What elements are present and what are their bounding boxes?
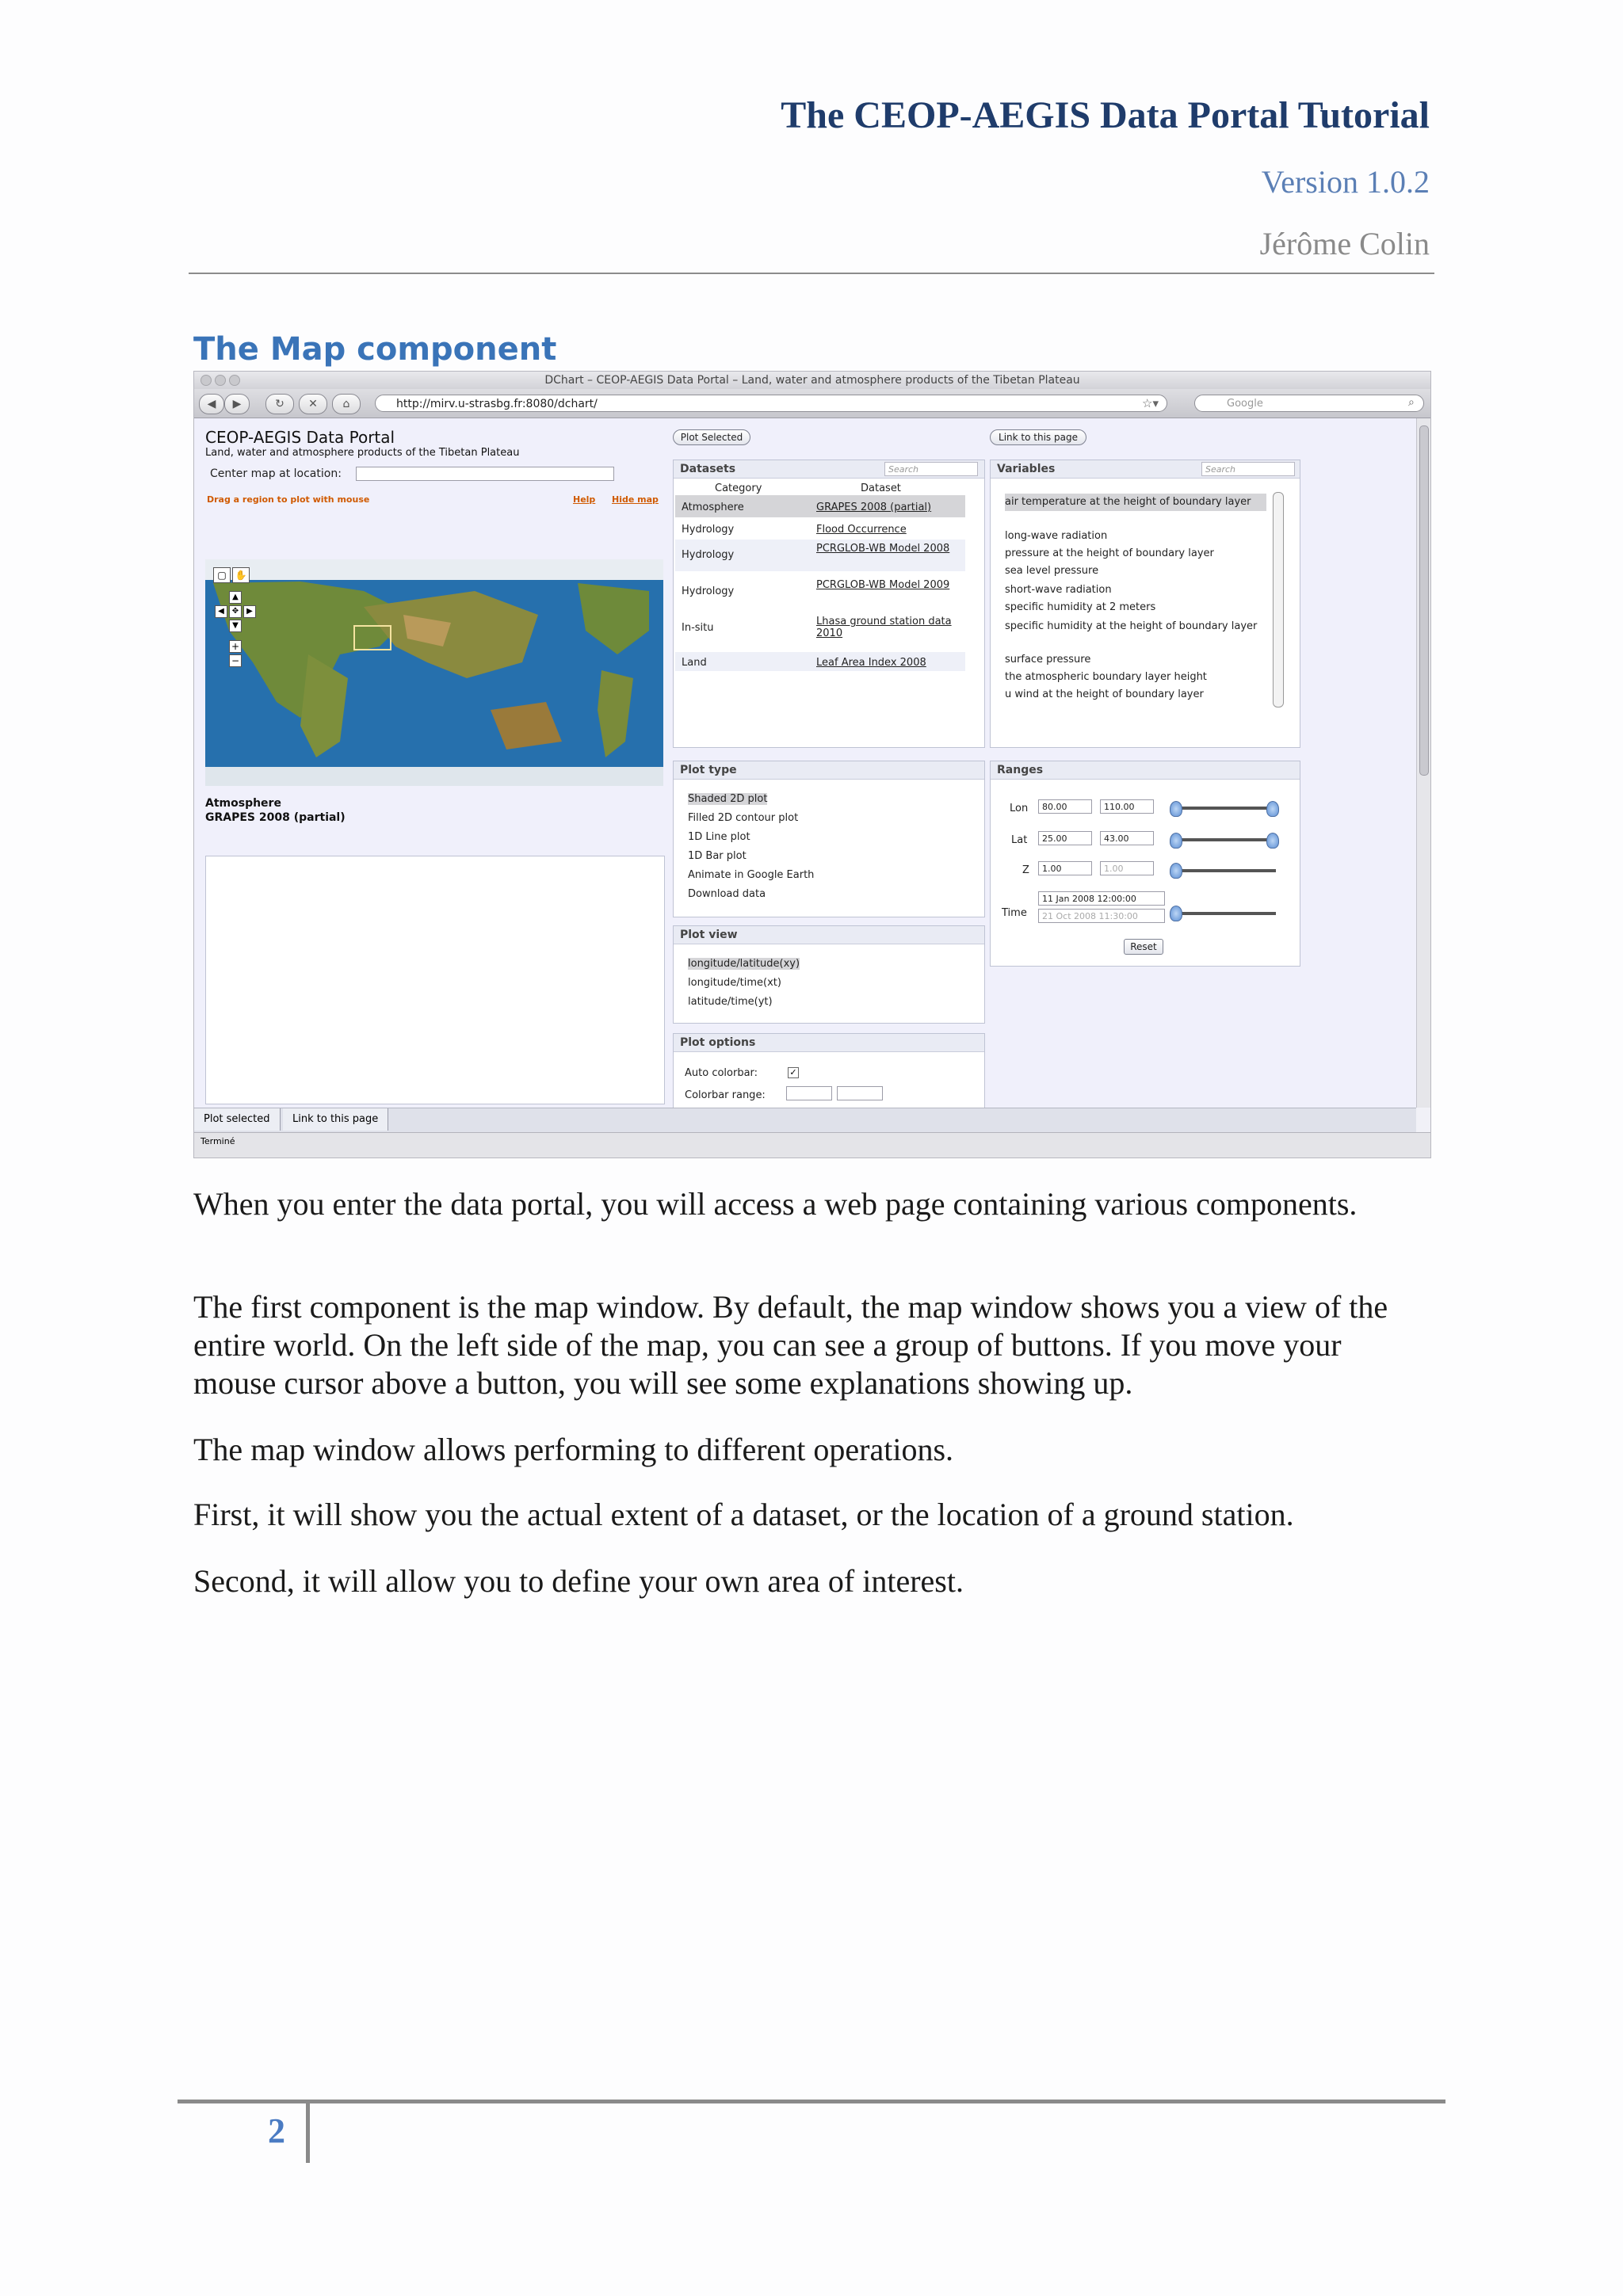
header-divider — [189, 273, 1434, 274]
reset-button[interactable]: Reset — [1124, 939, 1163, 955]
colorbar-max-input[interactable] — [837, 1086, 883, 1100]
paragraph: When you enter the data portal, you will access a web page containing various components. — [193, 1186, 1358, 1222]
variable-item[interactable]: long-wave radiation — [1005, 530, 1108, 542]
selected-category: Atmosphere — [205, 797, 281, 810]
variable-item[interactable]: pressure at the height of boundary layer — [1005, 547, 1214, 559]
lat-min-handle[interactable] — [1170, 833, 1182, 849]
center-map-label: Center map at location: — [210, 467, 342, 480]
window-titlebar — [194, 372, 1430, 390]
section-title: The Map component — [193, 331, 557, 368]
portal-page — [194, 418, 1416, 1108]
z-max-input[interactable]: 1.00 — [1100, 861, 1154, 875]
variable-item[interactable]: surface pressure — [1005, 654, 1091, 666]
footer-divider — [178, 2100, 1445, 2103]
time-label: Time — [1002, 907, 1027, 919]
z-label: Z — [1022, 864, 1029, 876]
page-number: 2 — [268, 2111, 285, 2150]
portal-screenshot — [193, 371, 1431, 1158]
dataset-row-link[interactable]: Flood Occurrence — [816, 524, 907, 536]
dataset-row-link[interactable]: PCRGLOB-WB Model 2008 — [816, 543, 950, 555]
time-handle[interactable] — [1170, 906, 1182, 921]
time-end-input[interactable]: 21 Oct 2008 11:30:00 — [1038, 909, 1165, 923]
plot-view-header: Plot view — [674, 926, 984, 944]
lon-label: Lon — [1010, 803, 1029, 814]
selected-dataset: GRAPES 2008 (partial) — [205, 811, 346, 824]
z-handle[interactable] — [1170, 863, 1182, 879]
help-link[interactable]: Help — [573, 494, 596, 505]
variable-item[interactable]: short-wave radiation — [1005, 584, 1112, 596]
datasets-panel — [673, 460, 985, 748]
zoom-world-icon[interactable]: ✥ — [229, 605, 242, 618]
z-min-input[interactable]: 1.00 — [1038, 861, 1092, 875]
lon-min-handle[interactable] — [1170, 801, 1182, 817]
search-icon: ⌕ — [1408, 396, 1415, 409]
plot-view-option[interactable]: longitude/time(xt) — [688, 977, 781, 989]
time-slider[interactable] — [1173, 912, 1276, 915]
variables-panel — [990, 460, 1300, 748]
back-icon[interactable]: ◀ — [199, 394, 224, 414]
page-scrollbar-thumb[interactable] — [1419, 425, 1429, 776]
plot-type-option[interactable]: Filled 2D contour plot — [688, 812, 799, 824]
reload-icon[interactable]: ↻ — [265, 394, 294, 414]
hide-map-link[interactable]: Hide map — [612, 494, 659, 505]
plot-type-option[interactable]: Shaded 2D plot — [688, 793, 768, 805]
plot-options-panel — [673, 1033, 985, 1114]
dataset-row-category: In-situ — [682, 622, 714, 634]
plot-selected-button[interactable]: Plot Selected — [673, 429, 750, 445]
pan-right-icon[interactable]: ▶ — [243, 605, 256, 618]
ranges-panel — [990, 761, 1300, 967]
dataset-row-category: Atmosphere — [682, 502, 744, 513]
dataset-row-link[interactable]: Leaf Area Index 2008 — [816, 657, 926, 669]
dataset-row-category: Land — [682, 657, 707, 669]
plot-view-option[interactable]: longitude/latitude(xy) — [688, 958, 800, 970]
dataset-row-category: Hydrology — [682, 549, 735, 561]
document-author: Jérôme Colin — [1259, 226, 1430, 261]
drag-hint: Drag a region to plot with mouse — [207, 494, 370, 505]
plot-type-option[interactable]: Download data — [688, 888, 766, 900]
zoom-out-icon[interactable]: − — [229, 654, 242, 667]
dataset-row-link[interactable]: GRAPES 2008 (partial) — [816, 502, 932, 513]
dataset-row-link[interactable]: PCRGLOB-WB Model 2009 — [816, 579, 950, 591]
dataset-column-header: Dataset — [861, 482, 901, 494]
category-column-header: Category — [715, 482, 762, 494]
portal-subtitle: Land, water and atmosphere products of the Tibetan Plateau — [205, 447, 520, 459]
zoom-box-icon[interactable]: ▢ — [213, 567, 231, 583]
dataset-row-category: Hydrology — [682, 524, 735, 536]
plot-type-panel — [673, 761, 985, 917]
variable-item[interactable]: u wind at the height of boundary layer — [1005, 688, 1204, 700]
variable-item[interactable]: air temperature at the height of boundary layer — [1005, 494, 1266, 511]
paragraph: The map window allows performing to different operations. — [193, 1432, 954, 1467]
variable-item[interactable]: the atmospheric boundary layer height — [1005, 671, 1207, 683]
status-bar: Terminé — [194, 1132, 1430, 1158]
plot-area — [205, 856, 665, 1104]
auto-colorbar-label: Auto colorbar: — [685, 1067, 758, 1079]
pan-hand-icon[interactable]: ✋ — [232, 567, 250, 583]
footer-bar — [306, 2100, 310, 2163]
variables-scrollbar[interactable] — [1273, 492, 1284, 707]
bottom-tabbar — [194, 1108, 1416, 1132]
variable-item[interactable]: specific humidity at the height of boundary layer — [1005, 620, 1258, 632]
colorbar-range-label: Colorbar range: — [685, 1089, 766, 1101]
variables-header: Variables — [991, 460, 1300, 479]
document-title: The CEOP-AEGIS Data Portal Tutorial — [781, 94, 1430, 136]
variable-item[interactable]: specific humidity at 2 meters — [1005, 601, 1156, 613]
plot-type-option[interactable]: 1D Bar plot — [688, 850, 747, 862]
lon-min-input[interactable]: 80.00 — [1038, 799, 1092, 814]
google-search-field[interactable]: Google — [1194, 395, 1424, 412]
world-map-graphic — [205, 559, 663, 786]
colorbar-min-input[interactable] — [786, 1086, 832, 1100]
plot-type-header: Plot type — [674, 761, 984, 780]
home-icon[interactable]: ⌂ — [332, 394, 361, 414]
lat-label: Lat — [1011, 834, 1028, 846]
portal-title: CEOP-AEGIS Data Portal — [205, 428, 395, 447]
paragraph: The first component is the map window. By default, the map window shows you a view of the entire world. On the left side of the map, you can see a group of buttons. If you move your mouse cursor above a button, you will see some explanations showing up. — [193, 1289, 1388, 1401]
link-to-page-button[interactable]: Link to this page — [990, 429, 1086, 445]
auto-colorbar-checkbox[interactable]: ✓ — [788, 1067, 799, 1078]
paragraph: Second, it will allow you to define your own area of interest. — [193, 1563, 964, 1599]
dataset-row-category: Hydrology — [682, 585, 735, 597]
datasets-header: Datasets — [674, 460, 984, 479]
variable-item[interactable]: sea level pressure — [1005, 565, 1099, 577]
url-field[interactable]: http://mirv.u-strasbg.fr:8080/dchart/ — [375, 395, 1167, 412]
document-version: Version 1.0.2 — [1261, 164, 1430, 200]
lon-max-input[interactable]: 110.00 — [1100, 799, 1154, 814]
pan-down-icon[interactable]: ▼ — [229, 620, 242, 632]
window-title: DChart – CEOP-AEGIS Data Portal – Land, water and atmosphere products of the Tibetan Plateau — [544, 374, 1080, 387]
bookmark-star-icon[interactable]: ☆▾ — [1142, 396, 1159, 410]
tab-plot-selected[interactable]: Plot selected — [194, 1108, 281, 1131]
plot-options-header: Plot options — [674, 1034, 984, 1052]
center-map-input[interactable] — [356, 467, 614, 481]
paragraph: First, it will show you the actual extent of a dataset, or the location of a ground station. — [193, 1497, 1294, 1532]
variables-search[interactable]: Search — [1201, 462, 1295, 476]
zoom-in-icon[interactable]: + — [229, 640, 242, 653]
ranges-header: Ranges — [991, 761, 1300, 780]
forward-icon[interactable]: ▶ — [224, 394, 250, 414]
browser-toolbar — [194, 389, 1430, 418]
plot-view-panel — [673, 925, 985, 1024]
plot-view-option[interactable]: latitude/time(yt) — [688, 996, 773, 1008]
z-slider[interactable] — [1173, 869, 1276, 872]
lat-slider[interactable] — [1173, 838, 1276, 841]
world-map[interactable] — [205, 559, 663, 786]
lat-max-input[interactable]: 43.00 — [1100, 831, 1154, 845]
plot-type-option[interactable]: Animate in Google Earth — [688, 869, 815, 881]
dataset-row-link[interactable]: Lhasa ground station data 2010 — [816, 616, 952, 639]
stop-icon[interactable]: ✕ — [299, 394, 327, 414]
lat-max-handle[interactable] — [1266, 833, 1279, 849]
lon-slider[interactable] — [1173, 807, 1276, 810]
lon-max-handle[interactable] — [1266, 801, 1279, 817]
time-start-input[interactable]: 11 Jan 2008 12:00:00 — [1038, 891, 1165, 906]
pan-left-icon[interactable]: ◀ — [215, 605, 227, 618]
tab-link-to-page[interactable]: Link to this page — [283, 1108, 388, 1131]
plot-type-option[interactable]: 1D Line plot — [688, 831, 750, 843]
lat-min-input[interactable]: 25.00 — [1038, 831, 1092, 845]
datasets-search[interactable]: Search — [884, 462, 978, 476]
pan-up-icon[interactable]: ▲ — [229, 591, 242, 604]
